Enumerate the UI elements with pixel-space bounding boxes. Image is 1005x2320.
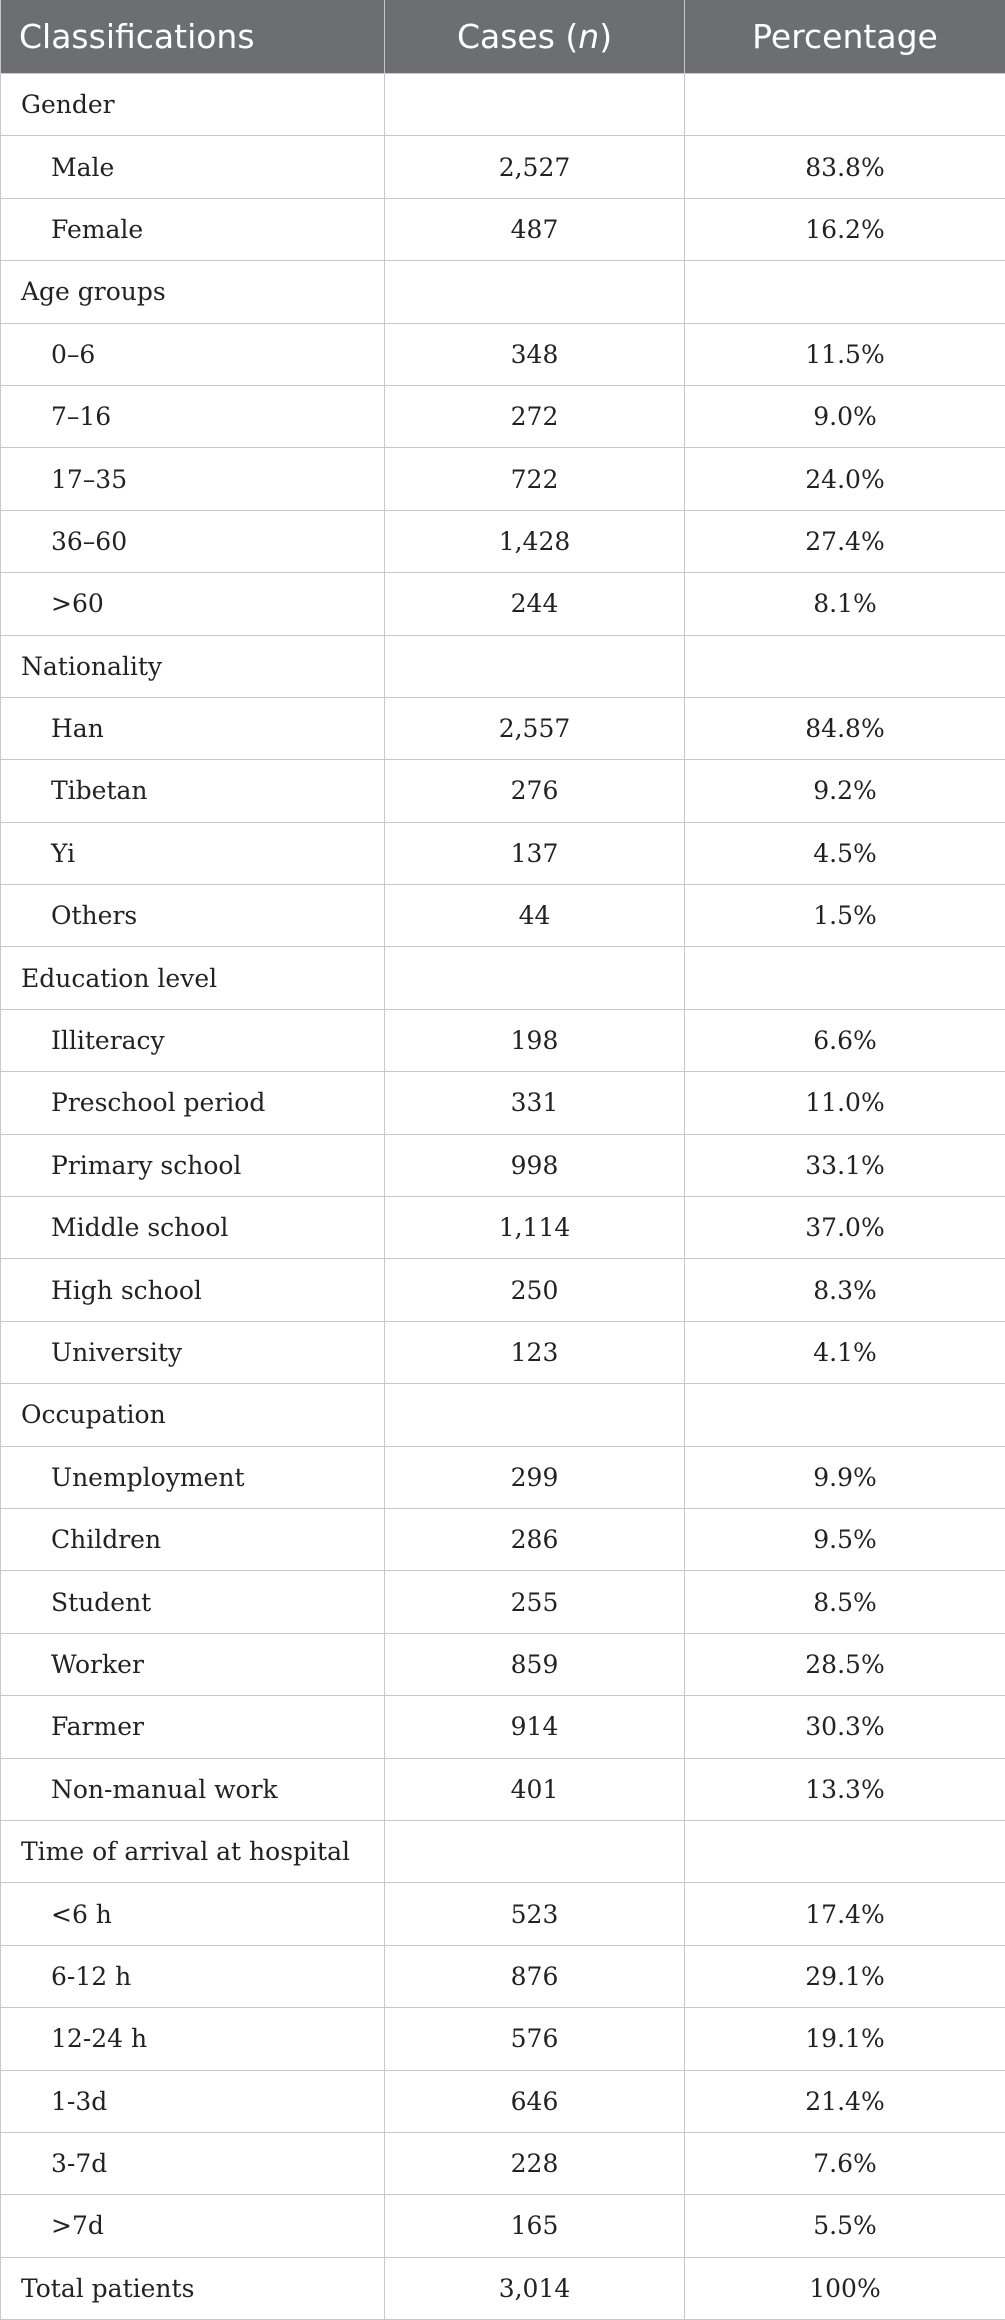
table-row xyxy=(1,1321,1005,1383)
percentage-cell: 6.6% xyxy=(685,1009,1005,1071)
cases-cell: 272 xyxy=(385,385,685,447)
percentage-cell: 21.4% xyxy=(685,2070,1005,2132)
cases-cell: 137 xyxy=(385,822,685,884)
percentage-cell: 9.0% xyxy=(685,385,1005,447)
percentage-cell: 4.1% xyxy=(685,1321,1005,1383)
table-row xyxy=(1,136,1005,198)
percentage-cell: 11.5% xyxy=(685,323,1005,385)
row-label: Worker xyxy=(1,1633,385,1695)
cases-cell: 876 xyxy=(385,1945,685,2007)
table-row xyxy=(1,1571,1005,1633)
cases-cell: 250 xyxy=(385,1259,685,1321)
table-row xyxy=(1,697,1005,759)
cases-cell: 722 xyxy=(385,448,685,510)
percentage-cell xyxy=(685,947,1005,1009)
percentage-cell: 28.5% xyxy=(685,1633,1005,1695)
table-row xyxy=(1,1696,1005,1758)
row-label: 6-12 h xyxy=(1,1945,385,2007)
table-row xyxy=(1,2008,1005,2070)
row-label: Children xyxy=(1,1508,385,1570)
cases-cell: 44 xyxy=(385,885,685,947)
table-row xyxy=(1,1758,1005,1820)
percentage-cell: 33.1% xyxy=(685,1134,1005,1196)
total-row xyxy=(1,2257,1005,2319)
percentage-cell: 8.3% xyxy=(685,1259,1005,1321)
table-row xyxy=(1,2132,1005,2194)
cases-cell: 401 xyxy=(385,1758,685,1820)
percentage-cell: 100% xyxy=(685,2257,1005,2319)
cases-cell xyxy=(385,947,685,1009)
row-label: Female xyxy=(1,198,385,260)
table-header xyxy=(1,0,1005,74)
row-label: Middle school xyxy=(1,1197,385,1259)
category-row xyxy=(1,635,1005,697)
table-row xyxy=(1,1197,1005,1259)
row-label: Unemployment xyxy=(1,1446,385,1508)
row-label: Tibetan xyxy=(1,760,385,822)
header-row xyxy=(1,0,1005,74)
percentage-cell: 8.1% xyxy=(685,573,1005,635)
percentage-cell xyxy=(685,1384,1005,1446)
percentage-cell: 24.0% xyxy=(685,448,1005,510)
table-row xyxy=(1,448,1005,510)
cases-cell: 523 xyxy=(385,1883,685,1945)
cases-cell: 276 xyxy=(385,760,685,822)
row-label: 3-7d xyxy=(1,2132,385,2194)
category-row xyxy=(1,74,1005,136)
cases-cell: 859 xyxy=(385,1633,685,1695)
header-cases-n: n xyxy=(578,17,599,56)
percentage-cell: 1.5% xyxy=(685,885,1005,947)
table-row xyxy=(1,1508,1005,1570)
table-row xyxy=(1,385,1005,447)
table-row xyxy=(1,573,1005,635)
percentage-cell: 9.5% xyxy=(685,1508,1005,1570)
row-label: <6 h xyxy=(1,1883,385,1945)
category-label: Education level xyxy=(1,947,385,1009)
percentage-cell xyxy=(685,74,1005,136)
table-row xyxy=(1,1009,1005,1071)
cases-cell: 228 xyxy=(385,2132,685,2194)
row-label: 7–16 xyxy=(1,385,385,447)
row-label: 36–60 xyxy=(1,510,385,572)
cases-cell: 646 xyxy=(385,2070,685,2132)
row-label: Primary school xyxy=(1,1134,385,1196)
percentage-cell: 9.9% xyxy=(685,1446,1005,1508)
cases-cell: 998 xyxy=(385,1134,685,1196)
row-label: High school xyxy=(1,1259,385,1321)
category-label: Gender xyxy=(1,74,385,136)
row-label: Non-manual work xyxy=(1,1758,385,1820)
row-label: Total patients xyxy=(1,2257,385,2319)
row-label: Yi xyxy=(1,822,385,884)
table-row xyxy=(1,1072,1005,1134)
cases-cell: 331 xyxy=(385,1072,685,1134)
category-row xyxy=(1,1820,1005,1882)
category-row xyxy=(1,261,1005,323)
percentage-cell xyxy=(685,261,1005,323)
cases-cell xyxy=(385,1384,685,1446)
row-label: 12-24 h xyxy=(1,2008,385,2070)
cases-cell: 487 xyxy=(385,198,685,260)
table-row xyxy=(1,1259,1005,1321)
table-row xyxy=(1,1446,1005,1508)
row-label: Preschool period xyxy=(1,1072,385,1134)
cases-cell xyxy=(385,1820,685,1882)
cases-cell: 1,114 xyxy=(385,1197,685,1259)
cases-cell xyxy=(385,635,685,697)
table-row xyxy=(1,822,1005,884)
table-row xyxy=(1,510,1005,572)
row-label: 17–35 xyxy=(1,448,385,510)
percentage-cell: 17.4% xyxy=(685,1883,1005,1945)
table-body xyxy=(1,74,1005,2320)
cases-cell: 348 xyxy=(385,323,685,385)
row-label: Others xyxy=(1,885,385,947)
cases-cell: 244 xyxy=(385,573,685,635)
table-row xyxy=(1,760,1005,822)
row-label: Male xyxy=(1,136,385,198)
percentage-cell: 4.5% xyxy=(685,822,1005,884)
row-label: Farmer xyxy=(1,1696,385,1758)
row-label: Student xyxy=(1,1571,385,1633)
percentage-cell: 5.5% xyxy=(685,2195,1005,2257)
cases-cell: 286 xyxy=(385,1508,685,1570)
row-label: 0–6 xyxy=(1,323,385,385)
percentage-cell: 30.3% xyxy=(685,1696,1005,1758)
header-cases-prefix: Cases ( xyxy=(457,17,578,56)
table-row xyxy=(1,323,1005,385)
percentage-cell xyxy=(685,635,1005,697)
cases-cell: 123 xyxy=(385,1321,685,1383)
cases-cell: 576 xyxy=(385,2008,685,2070)
cases-cell xyxy=(385,261,685,323)
row-label: >7d xyxy=(1,2195,385,2257)
cases-cell: 198 xyxy=(385,1009,685,1071)
header-cases-suffix: ) xyxy=(599,17,612,56)
row-label: >60 xyxy=(1,573,385,635)
header-classifications: Classifications xyxy=(1,0,385,74)
percentage-cell: 84.8% xyxy=(685,697,1005,759)
row-label: 1-3d xyxy=(1,2070,385,2132)
percentage-cell: 19.1% xyxy=(685,2008,1005,2070)
percentage-cell: 27.4% xyxy=(685,510,1005,572)
header-cases xyxy=(385,0,685,74)
percentage-cell: 16.2% xyxy=(685,198,1005,260)
table-row xyxy=(1,1945,1005,2007)
percentage-cell: 37.0% xyxy=(685,1197,1005,1259)
category-row xyxy=(1,947,1005,1009)
cases-cell: 3,014 xyxy=(385,2257,685,2319)
percentage-cell: 13.3% xyxy=(685,1758,1005,1820)
cases-cell: 914 xyxy=(385,1696,685,1758)
cases-cell: 1,428 xyxy=(385,510,685,572)
cases-cell xyxy=(385,74,685,136)
table-row xyxy=(1,1883,1005,1945)
category-label: Age groups xyxy=(1,261,385,323)
table-row xyxy=(1,198,1005,260)
row-label: University xyxy=(1,1321,385,1383)
cases-cell: 165 xyxy=(385,2195,685,2257)
percentage-cell: 9.2% xyxy=(685,760,1005,822)
header-percentage: Percentage xyxy=(685,0,1005,74)
cases-cell: 2,527 xyxy=(385,136,685,198)
percentage-cell xyxy=(685,1820,1005,1882)
percentage-cell: 83.8% xyxy=(685,136,1005,198)
cases-cell: 299 xyxy=(385,1446,685,1508)
table-row xyxy=(1,885,1005,947)
category-label: Nationality xyxy=(1,635,385,697)
percentage-cell: 7.6% xyxy=(685,2132,1005,2194)
table-row xyxy=(1,2070,1005,2132)
category-label: Time of arrival at hospital xyxy=(1,1820,385,1882)
category-label: Occupation xyxy=(1,1384,385,1446)
percentage-cell: 29.1% xyxy=(685,1945,1005,2007)
percentage-cell: 11.0% xyxy=(685,1072,1005,1134)
percentage-cell: 8.5% xyxy=(685,1571,1005,1633)
cases-cell: 255 xyxy=(385,1571,685,1633)
category-row xyxy=(1,1384,1005,1446)
table-row xyxy=(1,1633,1005,1695)
row-label: Illiteracy xyxy=(1,1009,385,1071)
cases-cell: 2,557 xyxy=(385,697,685,759)
row-label: Han xyxy=(1,697,385,759)
table-row xyxy=(1,1134,1005,1196)
table-row xyxy=(1,2195,1005,2257)
